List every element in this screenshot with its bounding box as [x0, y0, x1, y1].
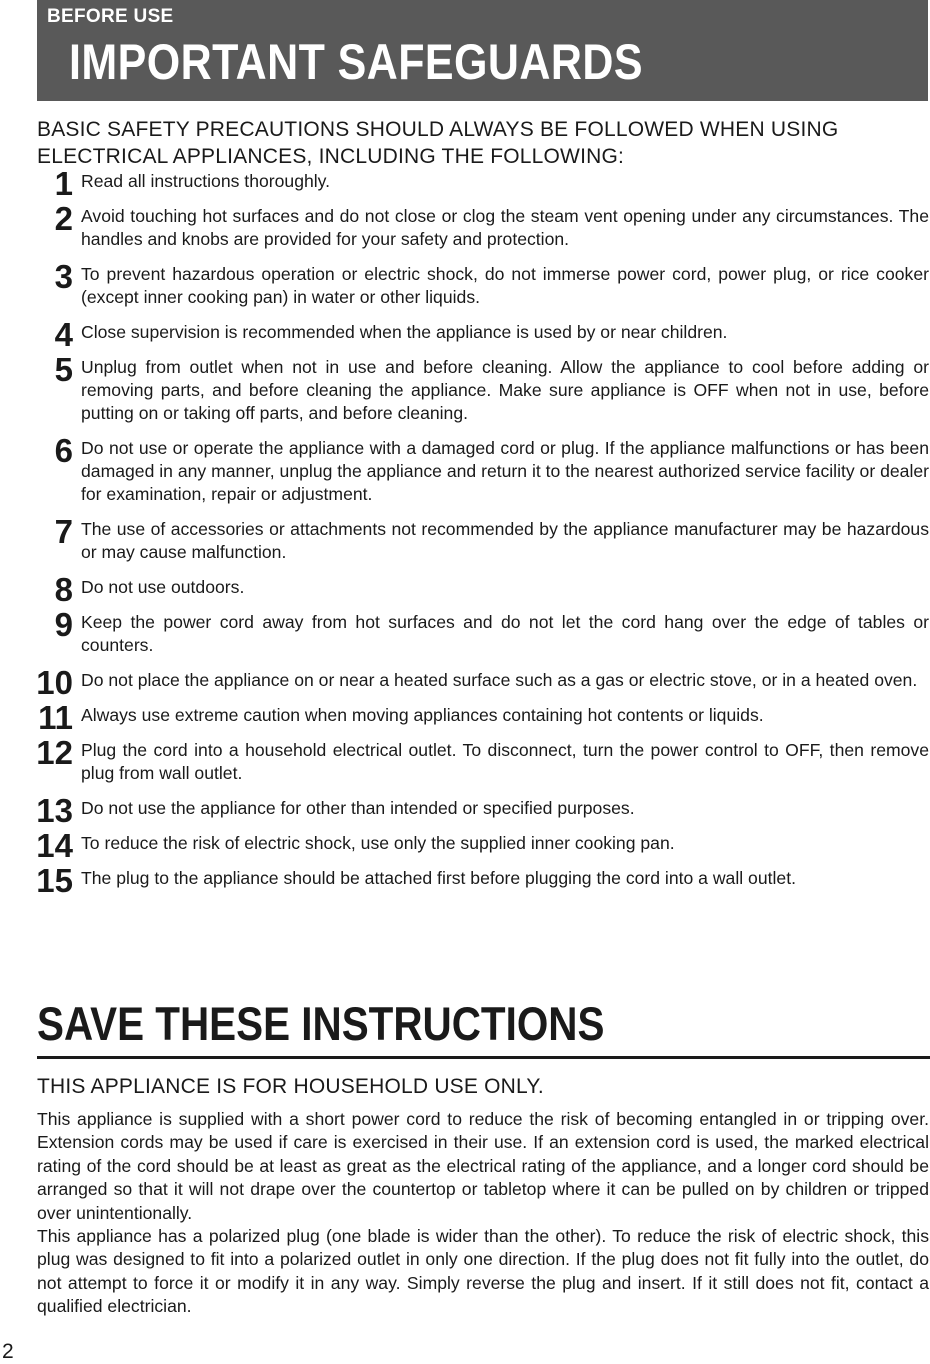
- safeguard-number: 9: [54, 606, 73, 643]
- safeguard-item: [0, 734, 930, 785]
- safeguard-item: [0, 792, 930, 829]
- safeguard-number: 12: [36, 734, 73, 771]
- safeguard-number: 1: [54, 165, 73, 202]
- header-banner: [37, 0, 928, 101]
- safeguard-text: Do not use outdoors.: [81, 577, 245, 597]
- save-instructions-heading: SAVE THESE INSTRUCTIONS: [37, 997, 605, 1050]
- safeguard-item: [0, 200, 930, 251]
- paragraph-extension-cord: This appliance is supplied with a short power cord to reduce the risk of becoming entangled in or tripping over. Extension cords may be used if care is exercised in their use. If an extension cord is used, the marked electrical rating of the cord should be at least as great as the electrical rating of the appliance, and a longer cord should be arranged so that it will not drape over the countertop or tabletop where it can be pulled on by children or tripped over unintentionally.: [37, 1109, 929, 1223]
- safeguard-item: [0, 664, 930, 701]
- safeguards-list: [0, 165, 930, 902]
- safeguard-text: Close supervision is recommended when the appliance is used by or near children.: [81, 322, 728, 342]
- divider: [37, 1056, 930, 1059]
- safeguard-number: 3: [54, 258, 73, 295]
- safeguard-item: [0, 571, 930, 608]
- section-label: BEFORE USE: [47, 6, 174, 27]
- page-number: 2: [2, 1340, 14, 1363]
- safeguard-number: 10: [36, 664, 73, 701]
- safeguard-text: Plug the cord into a household electrical outlet. To disconnect, turn the power control to OFF, then remove plug from wall outlet.: [81, 740, 929, 783]
- safeguard-item: [0, 862, 930, 899]
- safeguard-text: To reduce the risk of electric shock, use only the supplied inner cooking pan.: [81, 833, 675, 853]
- safeguard-item: [0, 258, 930, 309]
- safeguard-item: [0, 351, 930, 425]
- safeguard-number: 15: [36, 862, 73, 899]
- safeguard-item: [0, 513, 930, 564]
- safeguard-item: [0, 699, 930, 736]
- safeguard-text: Read all instructions thoroughly.: [81, 171, 331, 191]
- safeguard-text: The use of accessories or attachments not recommended by the appliance manufacturer may be hazardous or may cause malfunction.: [81, 519, 929, 562]
- safeguard-number: 2: [54, 200, 73, 237]
- safeguard-number: 11: [38, 699, 73, 736]
- safeguard-item: [0, 827, 930, 864]
- safeguard-number: 7: [54, 513, 73, 550]
- safeguard-text: Do not place the appliance on or near a heated surface such as a gas or electric stove, or in a heated oven.: [81, 670, 918, 690]
- safeguard-item: [0, 316, 930, 353]
- safeguard-text: Do not use or operate the appliance with a damaged cord or plug. If the appliance malfunctions or has been damaged in any manner, unplug the appliance and return it to the nearest authorized service facility or dealer for examination, repair or adjustment.: [81, 438, 929, 504]
- safeguard-text: Always use extreme caution when moving appliances containing hot contents or liquids.: [81, 705, 764, 725]
- safeguard-text: Keep the power cord away from hot surfaces and do not let the cord hang over the edge of tables or counters.: [81, 612, 929, 655]
- safeguard-number: 4: [54, 316, 73, 353]
- safeguard-text: Do not use the appliance for other than intended or specified purposes.: [81, 798, 635, 818]
- safeguard-item: [0, 165, 930, 202]
- safeguard-number: 13: [36, 792, 73, 829]
- intro-text: BASIC SAFETY PRECAUTIONS SHOULD ALWAYS BE FOLLOWED WHEN USING ELECTRICAL APPLIANCES, INCLUDING THE FOLLOWING:: [37, 118, 839, 168]
- page-title: IMPORTANT SAFEGUARDS: [69, 34, 643, 90]
- household-notice: THIS APPLIANCE IS FOR HOUSEHOLD USE ONLY.: [37, 1075, 544, 1098]
- safeguard-number: 14: [36, 827, 73, 864]
- safeguard-text: Unplug from outlet when not in use and before cleaning. Allow the appliance to cool before adding or removing parts, and before cleaning the appliance. Make sure appliance is OFF when not in use, before putting on or taking off parts, and before cleaning.: [81, 357, 929, 423]
- safeguard-item: [0, 432, 930, 506]
- safeguard-number: 5: [54, 351, 73, 388]
- body-paragraphs: [37, 1108, 929, 1319]
- safeguard-text: The plug to the appliance should be attached first before plugging the cord into a wall outlet.: [81, 868, 796, 888]
- safeguard-text: Avoid touching hot surfaces and do not close or clog the steam vent opening under any circumstances. The handles and knobs are provided for your safety and protection.: [81, 206, 929, 249]
- safeguard-number: 6: [54, 432, 73, 469]
- safeguard-item: [0, 606, 930, 657]
- paragraph-polarized-plug: This appliance has a polarized plug (one blade is wider than the other). To reduce the risk of electric shock, this plug was designed to fit into a polarized outlet in only one direction. If the plug does not fit fully into the outlet, do not attempt to force it or modify it in any way. Simply reverse the plug and insert. If it still does not fit, contact a qualified electrician.: [37, 1226, 929, 1317]
- safeguard-text: To prevent hazardous operation or electric shock, do not immerse power cord, power plug, or rice cooker (except inner cooking pan) in water or other liquids.: [81, 264, 929, 307]
- safeguard-number: 8: [54, 571, 73, 608]
